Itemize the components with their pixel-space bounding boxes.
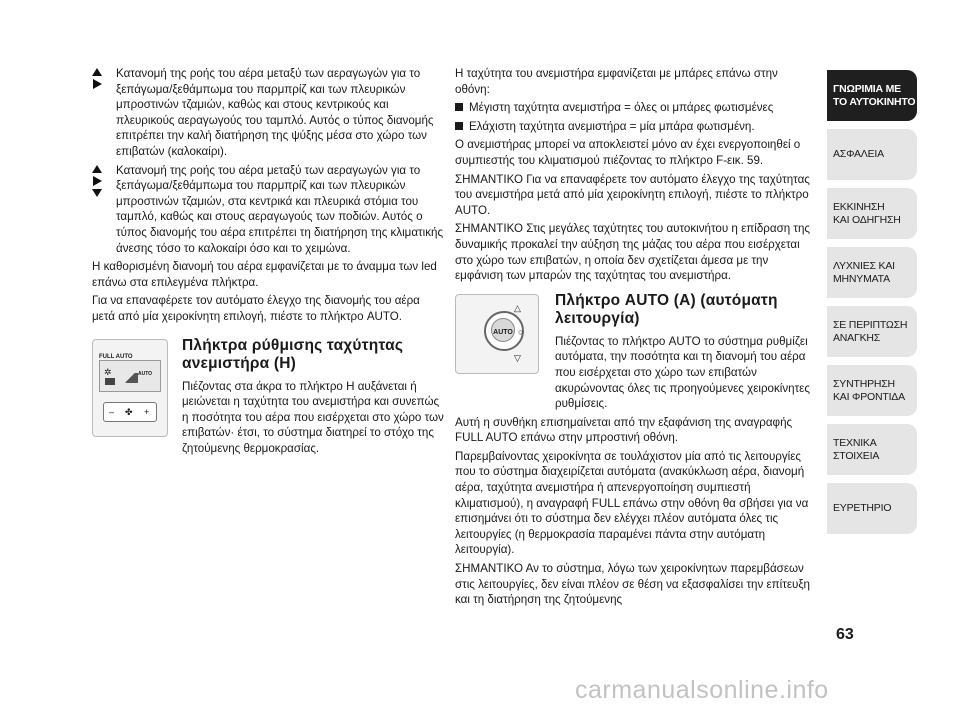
tab-label: ΕΥΡΕΤΗΡΙΟ <box>833 502 892 514</box>
triangle-down-icon: ▽ <box>514 352 521 363</box>
airflow-arrows-icon <box>92 165 106 200</box>
tab-maintenance[interactable] <box>827 365 917 416</box>
fan-speed-section <box>92 337 445 460</box>
chapter-tabs <box>827 70 917 542</box>
paragraph: Παρεμβαίνοντας χειροκίνητα σε τουλάχιστον μία από τις λειτουργίες που το σύστημα διαχειρίζεται αυτόματα (ανακύκλωση αέρα, διανομή αέρα, ταχύτητα ανεμιστήρα ή απενεργοποίηση συμπιεστή κλιματισμού), η αναγραφή FULL επάνω στην οθόνη θα σβήσει για να επισημάνει ότι το σύστημα δεν ελέγχει πλέον αυτόματα όλες τις λειτουργίες (η θερμοκρασία παραμένει πάντα στην αυτόματη λειτουργία). <box>455 449 809 557</box>
minus-icon: – <box>109 406 115 417</box>
checkbox-icon <box>455 103 463 111</box>
airflow-arrows-icon <box>92 68 106 92</box>
fan-icon: ✤ <box>125 406 133 417</box>
check-item <box>455 100 813 116</box>
tab-label: ΓΝΩΡΙΜΙΑ ΜΕ ΤΟ ΑΥΤΟΚΙΝΗΤΟ <box>833 82 916 108</box>
section-title: Πλήκτρο AUTO (A) (αυτόματη λειτουργία) <box>555 291 778 327</box>
fan-speed-button[interactable] <box>103 402 157 422</box>
paragraph: Ο ανεμιστήρας μπορεί να αποκλειστεί μόνο αν έχει ενεργοποιηθεί ο συμπιεστής του κλιματισμού πιέζοντας το πλήκτρο F-εικ. 59. <box>455 138 801 167</box>
triangle-icon: △ <box>514 302 521 313</box>
tab-label: ΣΕ ΠΕΡΙΠΤΩΣΗ ΑΝΑΓΚΗΣ <box>833 318 908 344</box>
tab-label: ΑΣΦΑΛΕΙΑ <box>833 148 884 160</box>
check-text: Μέγιστη ταχύτητα ανεμιστήρα = όλες οι μπάρες φωτισμένες <box>469 101 774 115</box>
distribution-item-windshield-dash-feet <box>92 163 445 257</box>
tab-label: ΤΕΧΝΙΚΑ ΣΤΟΙΧΕΙΑ <box>833 436 880 462</box>
section-text: Πιέζοντας το πλήκτρο AUTO το σύστημα ρυθμίζει αυτόματα, την ποσότητα και τη διανομή του αέρα που εισέρχεται στο χώρο των επιβατών ακυρώνοντας όλες τις προηγούμενες χειροκίνητες ρυθμίσεις. <box>555 334 810 411</box>
plus-icon: + <box>144 406 150 417</box>
distribution-text: Κατανομή της ροής του αέρα μεταξύ των αεραγωγών για το ξεπάγωμα/ξεθάμπωμα του παρμπρίζ και των πλευρικών μπροστινών τζαμιών, καθώς και στους κεντρικούς και πλευρικούς αεραγωγούς του ταμπλό. Αυτός ο τύπος διανομής επιτρέπει την καλή διατήρηση της ψύξης μέσα στο χώρο των επιβατών (καλοκαίρι). <box>116 67 434 158</box>
note: ΣΗΜΑΝΤΙΚΟ Για να επαναφέρετε τον αυτόματο έλεγχο της ταχύτητας του ανεμιστήρα μετά από μία χειροκίνητη επιλογή, πιέστε το πλήκτρο AUTO. <box>455 172 810 217</box>
auto-section <box>455 292 813 415</box>
panel-auto-text: AUTO <box>138 370 153 377</box>
note: ΣΗΜΑΝΤΙΚΟ Αν το σύστημα, λόγω των χειροκίνητων παρεμβάσεων στις λειτουργίες, δεν είναι πλέον σε θέση να εξασφαλίσει την επίτευξη και τη διατήρηση της ζητούμενης <box>455 562 810 607</box>
auto-button-label: AUTO <box>493 328 513 336</box>
auto-control-panel-image <box>455 294 539 374</box>
tab-label: ΣΥΝΤΗΡΗΣΗ ΚΑΙ ΦΡΟΝΤΙΔΑ <box>833 377 905 403</box>
tab-safety[interactable] <box>827 129 917 180</box>
fan-section-body <box>182 337 445 460</box>
note: ΣΗΜΑΝΤΙΚΟ Στις μεγάλες ταχύτητες του αυτοκινήτου η επίδραση της δυναμικής προκαλεί την αύξηση της μάζας του αέρα που εισέρχεται στο χώρο των επιβατών, η οποία δεν σχετίζεται άμεσα με την εμφάνιση των μπαρών της ταχύτητας του ανεμιστήρα. <box>455 222 811 283</box>
panel-full-auto-label: FULL AUTO <box>99 353 133 360</box>
right-column <box>455 66 813 611</box>
paragraph: Αυτή η συνθήκη επισημαίνεται από την εξαφάνιση της αναγραφής FULL AUTO επάνω στην μπροστινή οθόνη. <box>455 415 793 445</box>
distribution-text: Κατανομή της ροής του αέρα μεταξύ των αεραγωγών για το ξεπάγωμα/ξεθάμπωμα του παρμπρίζ και των πλευρικών μπροστινών τζαμιών, στα κεντρικά και πλευρικά στόμια του ταμπλό, καθώς και στους αεραγωγούς των ποδιών. Αυτός ο τύπος διανομής του αέρα επιτρέπει τη διατήρηση της κλιματικής άνεσης τόσο το καλοκαίρι όσο και το χειμώνα. <box>116 163 444 255</box>
paragraph: Η καθορισμένη διανομή του αέρα εμφανίζεται με το άναμμα των led επάνω στα επιλεγμένα πλήκτρα. <box>92 260 437 289</box>
tab-warnings[interactable] <box>827 247 917 298</box>
distribution-item-windshield-dash <box>92 66 445 160</box>
tab-label: ΕΚΚΙΝΗΣΗ ΚΑΙ ΟΔΗΓΗΣΗ <box>833 200 901 226</box>
fan-control-panel-image <box>92 339 168 437</box>
section-text: Πιέζοντας στα άκρα το πλήκτρο H αυξάνεται ή μειώνεται η ταχύτητα του ανεμιστήρα και συνεπώς η ποσότητα του αέρα που εισέρχεται στο χώρο των επιβατών· έτσι, το σύστημα διατηρεί το στόχο της ζητούμενης θερμοκρασίας. <box>182 379 444 455</box>
circle-icon: ○ <box>518 326 524 337</box>
tab-label: ΛΥΧΝΙΕΣ ΚΑΙ ΜΗΝΥΜΑΤΑ <box>833 259 895 285</box>
auto-section-body <box>555 292 813 415</box>
page-number: 63 <box>836 626 854 643</box>
tab-vehicle[interactable] <box>827 70 917 121</box>
checkbox-icon <box>455 122 463 130</box>
check-item <box>455 119 813 135</box>
tab-index[interactable] <box>827 483 917 534</box>
check-text: Ελάχιστη ταχύτητα ανεμιστήρα = μία μπάρα φωτισμένη. <box>469 119 755 133</box>
section-title: Πλήκτρα ρύθμισης ταχύτητας ανεμιστήρα (H) <box>182 336 404 372</box>
left-column <box>92 66 445 459</box>
display-icon: ✲ AUTO <box>99 360 161 392</box>
watermark: carmanualsonline.info <box>575 676 829 704</box>
tab-starting-driving[interactable] <box>827 188 917 239</box>
paragraph: Για να επαναφέρετε τον αυτόματο έλεγχο της διανομής του αέρα μετά από μία χειροκίνητη επιλογή, πιέστε το πλήκτρο AUTO. <box>92 294 420 323</box>
tab-emergency[interactable] <box>827 306 917 357</box>
tab-technical[interactable] <box>827 424 917 475</box>
paragraph: Η ταχύτητα του ανεμιστήρα εμφανίζεται με μπάρες επάνω στην οθόνη: <box>455 67 778 96</box>
